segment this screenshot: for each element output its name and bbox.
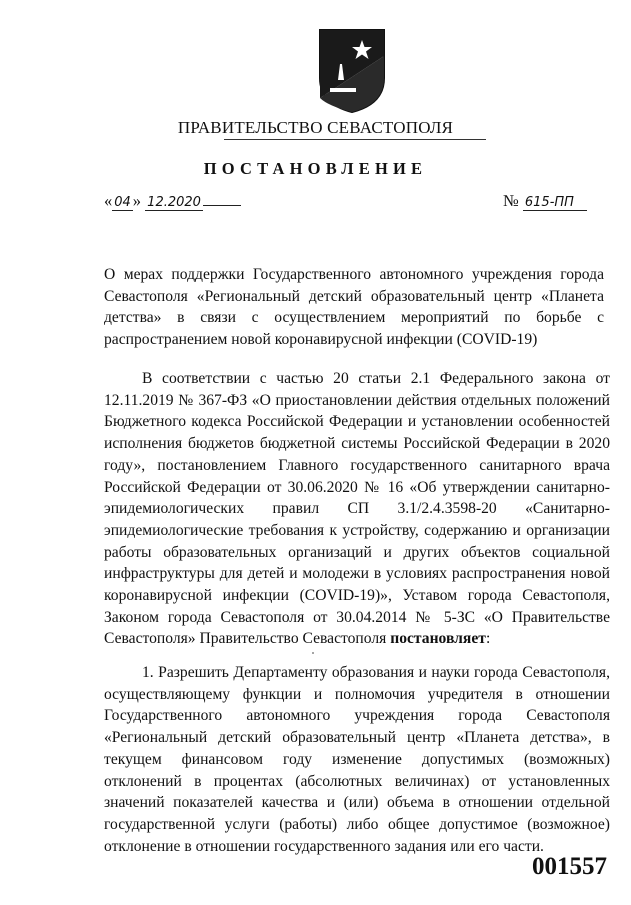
number-sign: № — [503, 191, 519, 210]
preamble-paragraph — [104, 368, 610, 650]
decree-word: постановляет — [390, 630, 486, 648]
date-day-handwritten: 04 — [114, 195, 131, 210]
date-month-year-handwritten: 12.2020 — [147, 195, 201, 210]
number-handwritten: 615-ПП — [523, 195, 587, 211]
date-close-quote: » — [132, 191, 142, 210]
header-divider — [224, 139, 486, 140]
document-date — [104, 191, 241, 211]
preamble-colon: : — [485, 630, 491, 648]
document-type: ПОСТАНОВЛЕНИЕ — [203, 159, 428, 178]
document-number — [503, 191, 587, 211]
organization-name: ПРАВИТЕЛЬСТВО СЕВАСТОПОЛЯ — [177, 118, 454, 137]
document-subject: О мерах поддержки Государственного автономного учреждения города Севастополя «Региональный детский образовательный центр «Планета детства» в связи с осуществлением мероприятий по борьбе с распространением новой коронавирусной инфекции (COVID-19) — [104, 266, 604, 348]
serial-number: 001557 — [532, 853, 607, 880]
clause-1: 1. Разрешить Департаменту образования и науки города Севастополя, осуществляющему функции и полномочия учредителя в отношении Государственного автономного учреждения города Севастополя «Региональный детский образовательный центр «Планета детства», в текущем финансовом году изменение допустимых (возможных) отклонений в процентах (абсолютных величинах) от установленных значений показателей качества и (или) объема в отношении отдельной государственной услуги (работы) либо общее допустимое (возможное) отклонение в отношении государственного задания или его части. — [104, 664, 610, 855]
date-open-quote: « — [104, 191, 113, 210]
scan-speck — [312, 652, 314, 654]
date-underline — [203, 205, 241, 206]
preamble-text: В соответствии с частью 20 статьи 2.1 Федерального закона от 12.11.2019 № 367-ФЗ «О приостановлении действия отдельных положений Бюджетного кодекса Российской Федерации и установлении особенностей исполнения бюджетов бюджетной системы Российской Федерации в 2020 году», постановлением Главного государственного санитарного врача Российской Федерации от 30.06.2020 № 16 «Об утверждении санитарно-эпидемиологических правил СП 3.1/2.4.3598-20 «Санитарно-эпидемиологические требования к устройству, содержанию и организации работы образовательных организаций и других объектов социальной инфраструктуры для детей и молодежи в условиях распространения новой коронавирусной инфекции (COVID-19)», Уставом города Севастополя, Законом города Севастополя от 30.04.2014 № 5-ЗС «О Правительстве Севастополя» Правительство Севастополя — [104, 370, 610, 648]
sevastopol-coat-of-arms-icon — [316, 26, 388, 114]
